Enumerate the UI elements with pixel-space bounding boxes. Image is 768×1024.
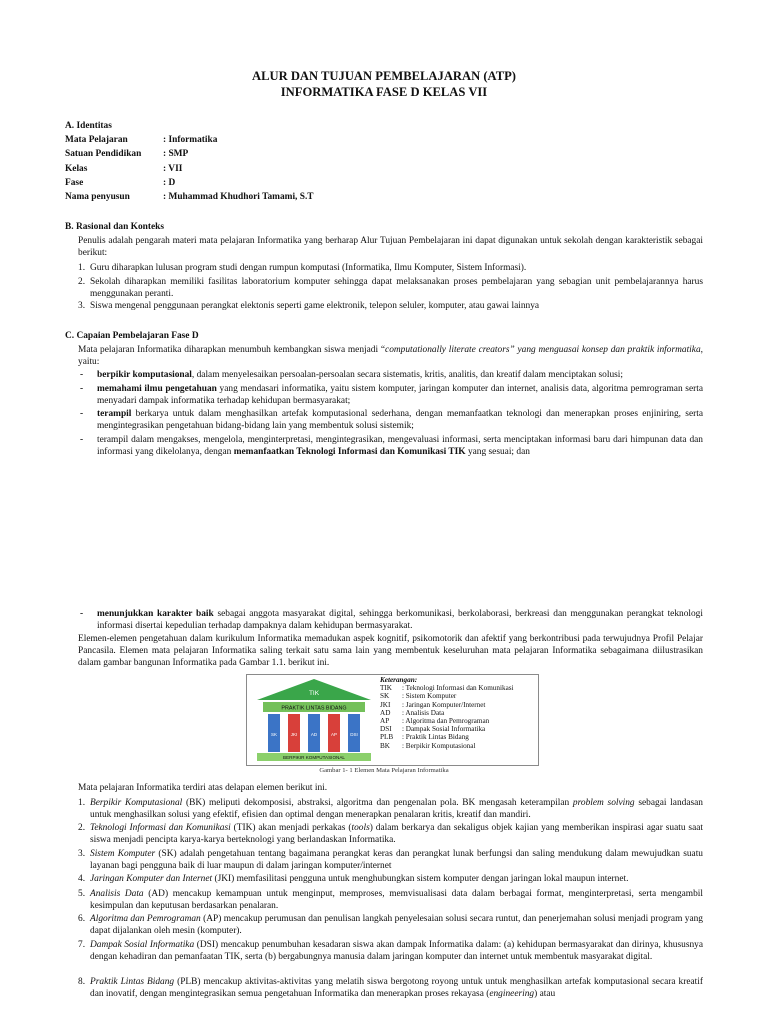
legend-row [380,717,538,725]
elemen-item-number: 5. [78,889,86,899]
capaian-bullet [97,608,703,632]
elemen-item [90,976,703,1000]
legend-row [380,733,538,741]
capaian-intro-text: Mata pelajaran Informatika diharapkan menumbuh kembangkan siswa menjadi “ [78,345,386,355]
bullet-bold-text: memahami ilmu pengetahuan [97,384,217,394]
elemen-item-number: 7. [78,940,86,950]
elemen-intro: Mata pelajaran Informatika terdiri atas delapan elemen berikut ini. [78,783,328,793]
rasional-item-text: Siswa mengenal penggunaan perangkat elektonis seperti game elektronik, telepon seluler, komputer, atau gawai lainnya [90,301,540,311]
identitas-key: Kelas [65,164,88,174]
legend-abbr: AP [380,716,390,725]
rasional-item-number: 2. [78,277,86,287]
elemen-item-text: (AD) mencakup kemampuan untuk menginput, memproses, memvisualisasi data dalam berbagai format, menginterpretasi, serta mengambil kesimpulan dan keputusan berdasarkan penalaran. [90,889,703,912]
identitas-key: Mata Pelajaran [65,135,128,145]
elemen-item-text: (BK) meliputi dekomposisi, abstraksi, algoritma dan pengenalan pola. BK mengasah keterampilan [182,798,573,808]
legend-abbr: DSI [380,725,392,734]
elemen-item-text: ) dalam berkarya dan sekaligus objek kajian yang memberikan inspirasi agar suatu saat siswa menjadi pencipta karya-karya berteknologi yang berlandaskan Informatika. [90,823,704,846]
legend-desc: : Sistem Komputer [402,692,457,701]
elemen-item [90,848,703,872]
identitas-row [65,177,565,191]
legend-desc: : Teknologi Informasi dan Komunikasi [402,684,514,693]
capaian-intro-end: , yaitu: [78,345,703,368]
identitas-key: Nama penyusun [65,192,130,202]
legend-desc: : Berpikir Komputasional [402,741,476,750]
pillars-group [268,714,360,752]
bullet-dash: - [80,409,84,419]
legend-abbr: TIK [380,684,392,693]
elemen-item-number: 4. [78,874,86,884]
beam-label: PRAKTIK LINTAS BIDANG [281,705,347,712]
bullet-text: yang sesuai; dan [465,447,530,458]
elemen-item-name: Berpikir Komputasional [90,798,183,808]
elemen-item-italic: tools [351,823,370,833]
elemen-item-name: Algoritma dan Pemrograman [90,914,201,924]
elemen-item-name: Dampak Sosial Informatika [90,940,195,950]
elemen-item-text: (DSI) mencakup penumbuhan kesadaran siswa akan dampak Informatika dalam: (a) kehidupan bermasyarakat dan dirinya, khususnya dengan kehadiran dan pemanfaatan TIK, serta (b) bergabungnya manusia dalam jaringan komputer dan internet untuk membentuk masyarakat digital. [90,940,703,963]
roof-label: TIK [308,690,320,697]
identitas-value: : Informatika [163,135,218,145]
legend-row [380,709,538,717]
identitas-value: : SMP [163,149,189,159]
figure-legend [380,676,538,750]
pillar-label: SK [270,732,278,737]
section-a-heading: A. Identitas [65,121,112,131]
informatika-building-figure [246,674,539,766]
legend-abbr: BK [380,741,390,750]
base-label: BERPIKIR KOMPUTASIONAL [283,755,345,760]
pillar-label: AP [330,732,338,737]
section-c-heading: C. Capaian Pembelajaran Fase D [65,331,199,341]
elemen-item [90,797,703,821]
elemen-item-text: (SK) adalah pengetahuan tentang bagaimana perangkat keras dan perangkat lunak berfungsi dan saling mendukung dalam mewujudkan suatu layanan bagi pengguna baik di luar maupun di dalam jaringan komputer/internet [90,849,703,872]
capaian-intro [78,344,703,368]
capaian-bullet [97,369,703,381]
elemen-item-name: Sistem Komputer [90,849,156,859]
capaian-bullet [97,434,703,458]
pillar-label: DSI [350,732,358,737]
elemen-item [90,939,703,963]
legend-row [380,684,538,692]
legend-desc: : Algoritma dan Pemrograman [402,716,490,725]
elemen-item-number: 3. [78,849,86,859]
identitas-row [65,191,565,205]
elemen-item-text: ) atau [534,989,556,1000]
elemen-item-text: (TIK) akan menjadi perkakas ( [230,823,352,833]
capaian-intro-italic: computationally literate creators” yang menguasai konsep dan praktik informatika [385,345,701,355]
legend-abbr: JKI [380,700,391,709]
bullet-text: terampil dalam mengakses, mengelola, menginterpretasi, mengintegrasikan, mengevaluasi informasi, serta menciptakan informasi baru dari himpunan data dan informasi yang dikelolanya, dengan [97,435,703,458]
bullet-bold-text: terampil [97,409,132,419]
identitas-row [65,134,565,148]
elemen-item-number: 8. [78,977,86,987]
legend-abbr: SK [380,692,390,701]
identitas-value: : VII [163,164,183,174]
rasional-item-number: 3. [78,301,86,311]
legend-row [380,692,538,700]
doc-title-line2: INFORMATIKA FASE D KELAS VII [280,85,488,99]
elemen-item-number: 2. [78,823,86,833]
elemen-item-name: Praktik Lintas Bidang [90,977,175,987]
identitas-row [65,148,565,162]
bullet-text: yang mendasari informatika, yaitu sistem komputer, jaringan komputer dan internet, analisis data, algoritma pemrograman serta menyadari dampak informatika terhadap kehidupan bermasyarakat; [97,384,704,407]
legend-abbr: PLB [380,733,394,742]
legend-row [380,742,538,750]
identitas-row [65,163,565,177]
capaian-bullet [97,383,703,407]
legend-desc: : Praktik Lintas Bidang [402,733,469,742]
elemen-item-italic: engineering [489,989,535,1000]
bullet-bold-text: berpikir komputasional [97,370,192,380]
legend-desc: : Jaringan Komputer/Internet [402,700,486,709]
bullet-dash: - [80,384,84,394]
elemen-item [90,913,703,937]
building-illustration [249,676,379,764]
section-b-heading: B. Rasional dan Konteks [65,222,164,232]
rasional-item-text: Guru diharapkan lulusan program studi dengan rumpun komputasi (Informatika, Ilmu Komputer, Sistem Informasi). [90,263,527,273]
bullet-bold-text: memanfaatkan Teknologi Informasi dan Komunikasi TIK [233,447,466,458]
elemen-item [90,888,703,912]
elemen-item-number: 6. [78,914,86,924]
pillar-label: AD [310,732,318,737]
pillar-label: JKI [290,732,298,737]
doc-title-line1: ALUR DAN TUJUAN PEMBELAJARAN (ATP) [251,69,516,83]
bullet-text: sebagai anggota masyarakat digital, sehingga berkomunikasi, berkolaborasi, berkreasi dan menggunakan perangkat teknologi informasi disertai kepedulian terhadap dampaknya dalam kehidupan bermasyarakat. [97,609,703,632]
elemen-item-name: Analisis Data [90,889,144,899]
elemen-item-name: Jaringan Komputer dan Internet [90,874,213,884]
identitas-key: Satuan Pendidikan [65,149,142,159]
legend-title: Keterangan: [380,676,418,684]
bullet-text: berkarya untuk dalam menghasilkan artefak komputasional sederhana, dengan memanfaatkan teknologi dan menerapkan proses enjiniring, serta mengintegrasikan pengetahuan bidang-bidang lain yang membentuk solusi sistemik; [97,409,703,432]
capaian-bullet [97,408,703,432]
bullet-text: , dalam menyelesaikan persoalan-persoalan secara sistematis, kritis, analitis, dan kreatif dalam menciptakan solusi; [191,370,624,380]
legend-desc: : Analisis Data [402,708,445,717]
legend-row [380,725,538,733]
bullet-dash: - [80,435,84,445]
elemen-item [90,873,703,885]
elemen-item-number: 1. [78,798,86,808]
identitas-key: Fase [65,178,84,188]
identitas-value: : Muhammad Khudhori Tamami, S.T [163,192,314,202]
rasional-item-text: Sekolah diharapkan memiliki fasilitas laboratorium komputer sehingga dapat melaksanakan proses pembelajaran yang sebagian unit pembelajarannya harus menggunakan peranti. [90,277,703,300]
legend-rows [380,684,538,750]
bullet-dash: - [80,370,84,380]
legend-row [380,701,538,709]
identitas-value: : D [163,178,176,188]
elemen-item-text: (AP) mencakup perumusan dan penulisan langkah penyelesaian solusi secara runtut, dan penerjemahan solusi menjadi program yang dapat dijalankan oleh mesin (komputer). [90,914,703,937]
elemen-item-italic: problem solving [572,798,635,808]
legend-abbr: AD [380,708,391,717]
elemen-item-text: sebagai landasan untuk menghasilkan solusi yang efektif, efisien dan optimal dengan menerapkan penalaran kritis, kreatif dan mandiri. [90,798,703,821]
elemen-item-text: (JKI) memfasilitasi pengguna untuk menghubungkan sistem komputer dengan jaringan lokal maupun internet. [212,874,629,884]
bullet-dash: - [80,609,84,619]
elemen-paragraph: Elemen-elemen pengetahuan dalam kurikulum Informatika memadukan aspek kognitif, psikomotorik dan afektif yang berkontribusi pada terwujudnya Profil Pelajar Pancasila. Elemen mata pelajaran Informatika saling terkait satu sama lain yang membentuk keseluruhan mata pelajaran Informatika sebagaimana diilustrasikan dalam gambar bangunan Informatika pada Gambar 1.1. berikut ini. [78,634,703,669]
rasional-intro: Penulis adalah pengarah materi mata pelajaran Informatika yang berharap Alur Tujuan Pembelajaran ini dapat digunakan untuk sekolah dengan karakteristik sebagai berikut: [78,236,703,259]
bullet-bold-text: menunjukkan karakter baik [97,609,214,619]
elemen-item [90,822,703,846]
elemen-item-name: Teknologi Informasi dan Komunikasi [90,823,231,833]
rasional-item-number: 1. [78,263,86,273]
figure-caption: Gambar 1- 1 Elemen Mata Pelajaran Informatika [319,767,449,774]
elemen-item-text: (PLB) mencakup aktivitas-aktivitas yang melatih siswa bergotong royong untuk untuk menghasilkan artefak komputasional secara kreatif dan inovatif, dengan mengintegrasikan semua pengetahuan Informatika dan menerapkan proses rekayasa ( [90,977,703,1000]
legend-desc: : Dampak Sosial Informatika [402,725,486,734]
